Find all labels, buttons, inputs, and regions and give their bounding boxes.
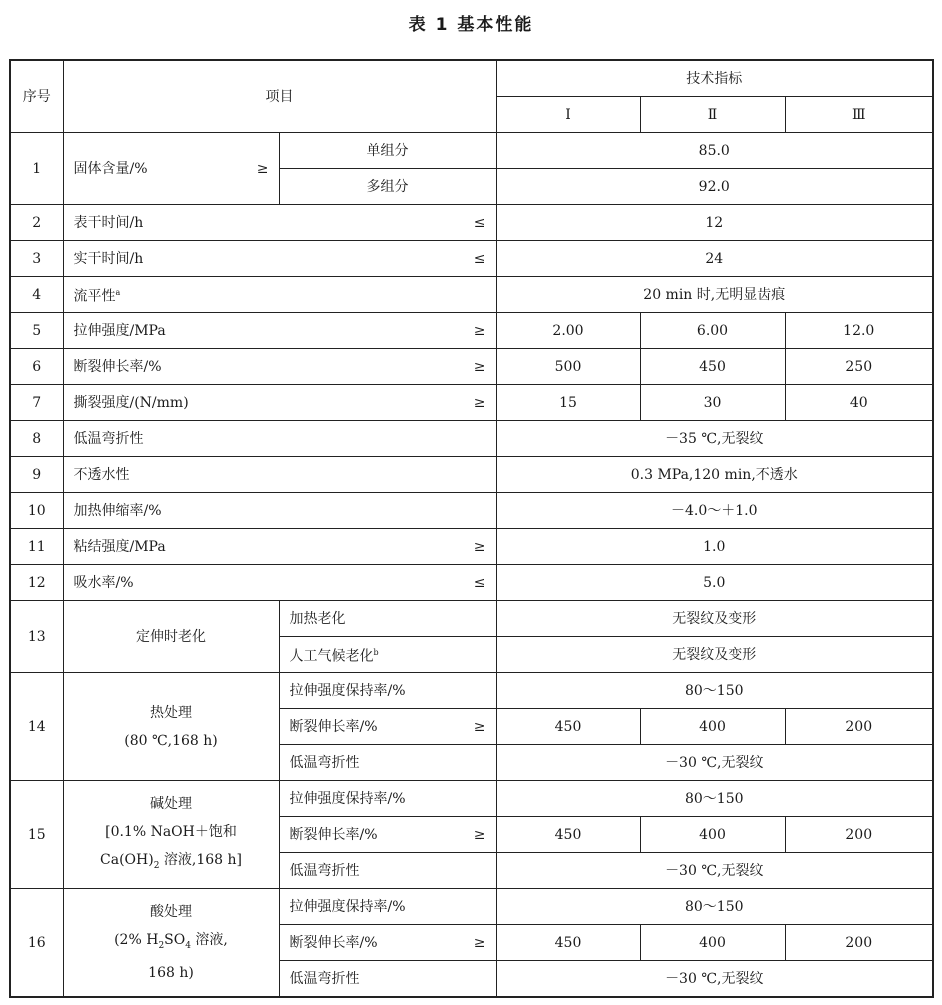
table-row <box>10 601 933 637</box>
table-row <box>10 529 933 565</box>
value-cell: 无裂纹及变形 <box>496 601 933 637</box>
item-cell <box>63 673 279 781</box>
formula-text: SO <box>164 931 186 948</box>
header-spec: 技术指标 <box>496 60 933 97</box>
header-item: 项目 <box>63 60 496 133</box>
comparison-symbol: ≤ <box>473 574 486 591</box>
row-number: 2 <box>10 205 63 241</box>
value-cell: －4.0～＋1.0 <box>496 493 933 529</box>
value-cell: 无裂纹及变形 <box>496 637 933 673</box>
item-condition <box>74 926 269 960</box>
item-condition-line3: 168 h) <box>148 965 194 982</box>
comparison-symbol: ≥ <box>473 538 486 555</box>
value-cell: 80～150 <box>496 673 933 709</box>
sub-item-cell: 多组分 <box>279 169 496 205</box>
table-row <box>10 385 933 421</box>
comparison-symbol: ≥ <box>473 826 486 843</box>
row-number: 16 <box>10 889 63 998</box>
item-cell <box>63 241 496 277</box>
header-grade-3: Ⅲ <box>785 97 933 133</box>
sub-item-cell: 低温弯折性 <box>279 961 496 998</box>
item-label: 低温弯折性 <box>63 421 496 457</box>
item-condition-line3 <box>74 846 269 880</box>
table-row <box>10 313 933 349</box>
comparison-symbol: ≤ <box>473 214 486 231</box>
grade-3-value: 40 <box>785 385 933 421</box>
formula-subscript: 4 <box>185 940 191 951</box>
header-seq: 序号 <box>10 60 63 133</box>
sub-item-label: 断裂伸长率/% <box>289 934 378 951</box>
table-row <box>10 781 933 817</box>
row-number: 15 <box>10 781 63 889</box>
row-number: 11 <box>10 529 63 565</box>
comparison-symbol: ≥ <box>256 160 269 177</box>
footnote-marker: b <box>373 647 379 657</box>
value-cell: －35 ℃,无裂纹 <box>496 421 933 457</box>
row-number: 7 <box>10 385 63 421</box>
grade-3-value: 200 <box>785 709 933 745</box>
item-label: 加热伸缩率/% <box>63 493 496 529</box>
table-row <box>10 673 933 709</box>
item-condition: (80 ℃,168 h) <box>124 732 218 749</box>
item-label: 粘结强度/MPa <box>73 538 166 555</box>
sub-item-cell: 低温弯折性 <box>279 853 496 889</box>
item-cell <box>63 565 496 601</box>
formula-subscript: 2 <box>153 860 160 871</box>
comparison-symbol: ≥ <box>473 934 486 951</box>
table-row <box>10 565 933 601</box>
sub-item-cell <box>279 637 496 673</box>
grade-1-value: 2.00 <box>496 313 640 349</box>
header-grade-2: Ⅱ <box>640 97 785 133</box>
item-cell <box>63 133 279 205</box>
grade-2-value: 400 <box>640 709 785 745</box>
item-cell <box>63 781 279 889</box>
formula-text: Ca(OH) <box>100 851 154 868</box>
item-label: 断裂伸长率/% <box>73 358 162 375</box>
value-cell: 0.3 MPa,120 min,不透水 <box>496 457 933 493</box>
sub-item-label: 人工气候老化 <box>289 648 374 665</box>
sub-item-cell: 单组分 <box>279 133 496 169</box>
row-number: 10 <box>10 493 63 529</box>
item-label: 拉伸强度/MPa <box>73 322 166 339</box>
formula-text: 溶液, <box>190 931 228 948</box>
comparison-symbol: ≥ <box>473 718 486 735</box>
table-row <box>10 277 933 313</box>
comparison-symbol: ≥ <box>473 322 486 339</box>
grade-1-value: 450 <box>496 817 640 853</box>
row-number: 6 <box>10 349 63 385</box>
table-row <box>10 349 933 385</box>
sub-item-cell: 加热老化 <box>279 601 496 637</box>
value-cell: －30 ℃,无裂纹 <box>496 853 933 889</box>
item-label: 酸处理 <box>150 903 192 920</box>
value-cell: 12 <box>496 205 933 241</box>
grade-2-value: 400 <box>640 925 785 961</box>
grade-3-value: 200 <box>785 925 933 961</box>
sub-item-label: 断裂伸长率/% <box>289 826 378 843</box>
item-condition: [0.1% NaOH＋饱和 <box>105 823 237 840</box>
item-label: 不透水性 <box>63 457 496 493</box>
item-cell <box>63 277 496 313</box>
sub-item-cell: 低温弯折性 <box>279 745 496 781</box>
table-row <box>10 133 933 169</box>
grade-2-value: 400 <box>640 817 785 853</box>
row-number: 1 <box>10 133 63 205</box>
item-cell <box>63 529 496 565</box>
row-number: 8 <box>10 421 63 457</box>
grade-2-value: 30 <box>640 385 785 421</box>
item-label: 实干时间/h <box>73 250 144 267</box>
sub-item-cell <box>279 817 496 853</box>
sub-item-cell: 拉伸强度保持率/% <box>279 781 496 817</box>
row-number: 9 <box>10 457 63 493</box>
table-row <box>10 421 933 457</box>
formula-text: (2% H <box>114 931 159 948</box>
grade-3-value: 12.0 <box>785 313 933 349</box>
table-row <box>10 493 933 529</box>
basic-performance-table <box>9 59 934 998</box>
item-cell <box>63 205 496 241</box>
row-number: 4 <box>10 277 63 313</box>
header-row <box>10 60 933 97</box>
grade-3-value: 250 <box>785 349 933 385</box>
sub-item-cell <box>279 925 496 961</box>
item-label: 定伸时老化 <box>63 601 279 673</box>
grade-1-value: 450 <box>496 709 640 745</box>
value-cell: －30 ℃,无裂纹 <box>496 745 933 781</box>
value-cell: 1.0 <box>496 529 933 565</box>
grade-2-value: 6.00 <box>640 313 785 349</box>
table-row <box>10 889 933 925</box>
item-cell <box>63 313 496 349</box>
value-cell: 85.0 <box>496 133 933 169</box>
sub-item-label: 断裂伸长率/% <box>289 718 378 735</box>
item-cell <box>63 889 279 998</box>
item-label: 碱处理 <box>150 795 192 812</box>
formula-text: 溶液,168 h] <box>159 851 242 868</box>
item-label: 表干时间/h <box>73 214 144 231</box>
item-label: 吸水率/% <box>73 574 134 591</box>
grade-3-value: 200 <box>785 817 933 853</box>
item-label: 流平性 <box>73 288 116 305</box>
item-label: 热处理 <box>150 704 192 721</box>
value-cell: 80～150 <box>496 781 933 817</box>
table-row <box>10 457 933 493</box>
grade-1-value: 450 <box>496 925 640 961</box>
grade-2-value: 450 <box>640 349 785 385</box>
item-label: 撕裂强度/(N/mm) <box>73 394 189 411</box>
row-number: 5 <box>10 313 63 349</box>
sub-item-cell <box>279 709 496 745</box>
table-title: 表 1 基本性能 <box>408 15 534 35</box>
comparison-symbol: ≥ <box>473 394 486 411</box>
value-cell: 24 <box>496 241 933 277</box>
item-cell <box>63 349 496 385</box>
row-number: 3 <box>10 241 63 277</box>
footnote-marker: a <box>115 287 121 297</box>
item-label: 固体含量/% <box>73 160 148 177</box>
sub-item-cell: 拉伸强度保持率/% <box>279 889 496 925</box>
header-grade-1: Ⅰ <box>496 97 640 133</box>
row-number: 13 <box>10 601 63 673</box>
comparison-symbol: ≤ <box>473 250 486 267</box>
value-cell: 5.0 <box>496 565 933 601</box>
sub-item-cell: 拉伸强度保持率/% <box>279 673 496 709</box>
value-cell: 80～150 <box>496 889 933 925</box>
row-number: 14 <box>10 673 63 781</box>
value-cell: 20 min 时,无明显齿痕 <box>496 277 933 313</box>
grade-1-value: 500 <box>496 349 640 385</box>
row-number: 12 <box>10 565 63 601</box>
table-row <box>10 241 933 277</box>
grade-1-value: 15 <box>496 385 640 421</box>
value-cell: 92.0 <box>496 169 933 205</box>
item-cell <box>63 385 496 421</box>
table-row <box>10 205 933 241</box>
comparison-symbol: ≥ <box>473 358 486 375</box>
formula-subscript: 2 <box>158 940 165 951</box>
value-cell: －30 ℃,无裂纹 <box>496 961 933 998</box>
